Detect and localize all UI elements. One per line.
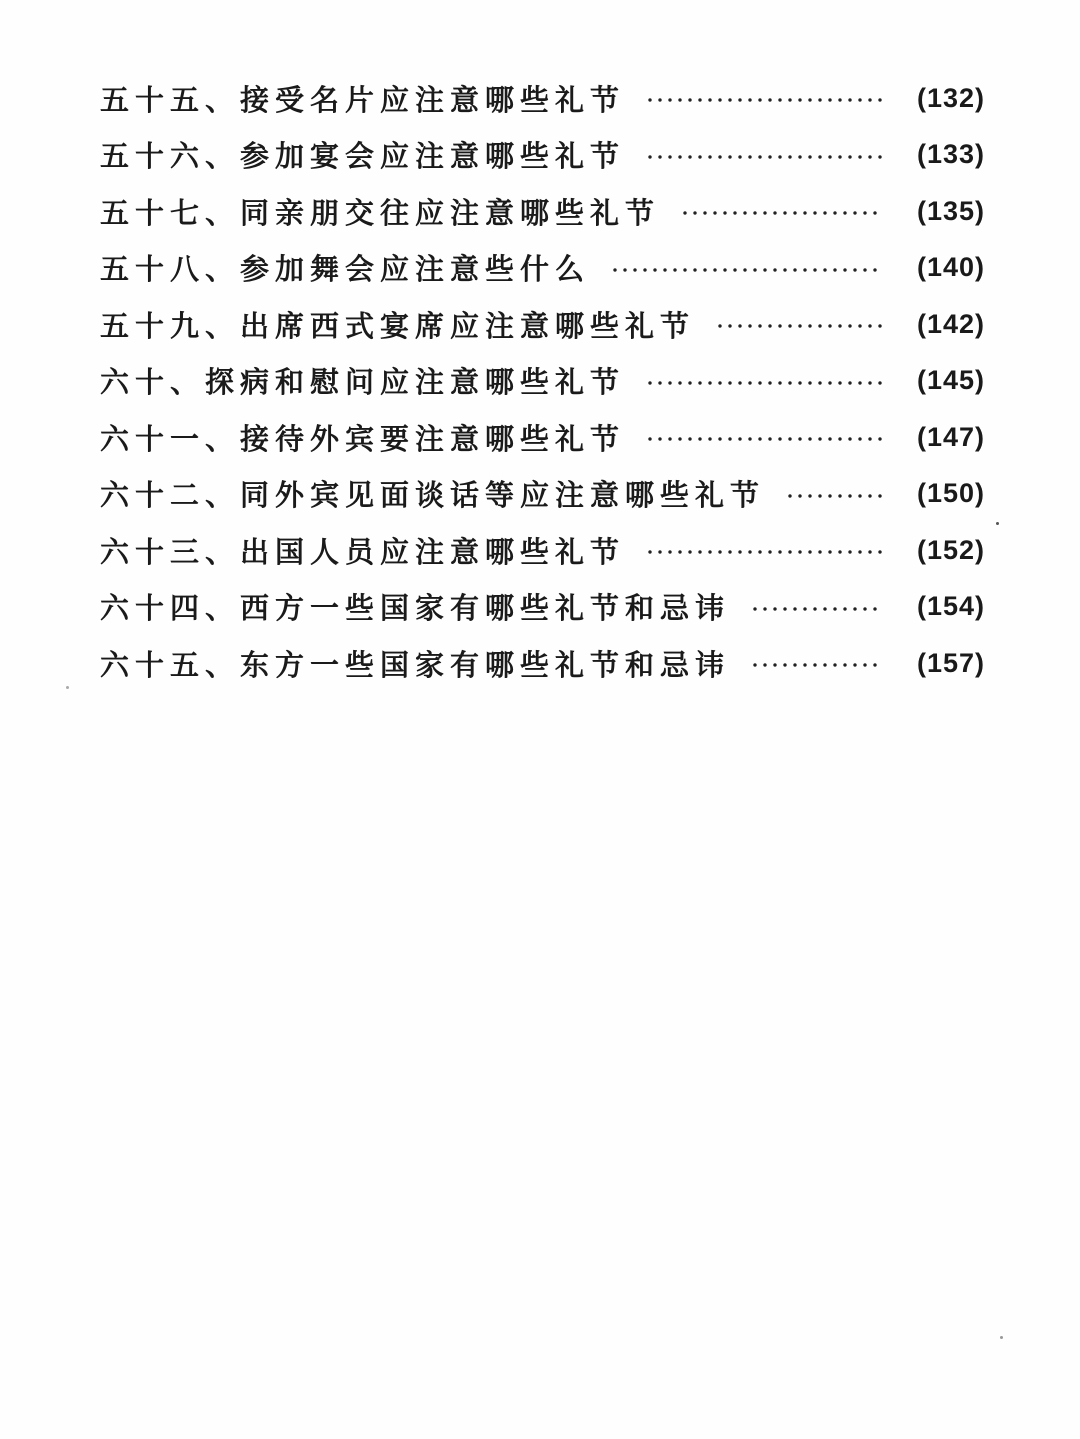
toc-entry-title: 六十一、接待外宾要注意哪些礼节 <box>100 421 626 456</box>
toc-entry-page: (133) <box>916 139 985 170</box>
dot-leader <box>645 437 883 441</box>
toc-entry-title: 五十五、接受名片应注意哪些礼节 <box>100 82 626 117</box>
toc-entry <box>100 635 985 692</box>
toc-entry-page: (132) <box>916 82 985 113</box>
toc-entry-title: 五十七、同亲朋交往应注意哪些礼节 <box>100 195 661 230</box>
toc-entry <box>100 466 985 523</box>
table-of-contents <box>100 70 985 692</box>
toc-entry <box>100 296 985 353</box>
toc-entry-title: 六十四、西方一些国家有哪些礼节和忌讳 <box>100 591 731 626</box>
dot-leader <box>610 268 883 272</box>
toc-entry-page: (154) <box>916 591 985 622</box>
scan-speck <box>1000 1336 1003 1339</box>
toc-entry-page: (147) <box>916 421 985 452</box>
dot-leader <box>750 663 883 667</box>
toc-entry-title: 六十五、东方一些国家有哪些礼节和忌讳 <box>100 647 731 682</box>
toc-entry-page: (135) <box>916 195 985 226</box>
toc-entry-title: 六十二、同外宾见面谈话等应注意哪些礼节 <box>100 478 766 513</box>
dot-leader <box>645 98 883 102</box>
toc-entry-page: (145) <box>916 365 985 396</box>
toc-entry-title: 六十三、出国人员应注意哪些礼节 <box>100 534 626 569</box>
toc-entry-page: (140) <box>916 252 985 283</box>
scan-speck <box>996 522 999 525</box>
toc-entry-page: (152) <box>916 534 985 565</box>
dot-leader <box>715 324 883 328</box>
toc-entry <box>100 522 985 579</box>
toc-entry <box>100 70 985 127</box>
scan-speck <box>66 686 69 689</box>
dot-leader <box>645 155 883 159</box>
toc-entry-page: (142) <box>916 308 985 339</box>
toc-entry-page: (150) <box>916 478 985 509</box>
toc-entry-title: 五十九、出席西式宴席应注意哪些礼节 <box>100 308 696 343</box>
toc-entry <box>100 353 985 410</box>
toc-entry-title: 六十、探病和慰问应注意哪些礼节 <box>100 365 626 400</box>
dot-leader <box>645 381 883 385</box>
dot-leader <box>645 550 883 554</box>
dot-leader <box>680 211 883 215</box>
toc-entry-title: 五十八、参加舞会应注意些什么 <box>100 252 591 287</box>
toc-entry <box>100 240 985 297</box>
toc-entry-title: 五十六、参加宴会应注意哪些礼节 <box>100 139 626 174</box>
toc-entry <box>100 127 985 184</box>
toc-entry <box>100 409 985 466</box>
dot-leader <box>750 607 883 611</box>
toc-entry <box>100 579 985 636</box>
toc-entry <box>100 183 985 240</box>
dot-leader <box>785 494 883 498</box>
toc-entry-page: (157) <box>916 647 985 678</box>
